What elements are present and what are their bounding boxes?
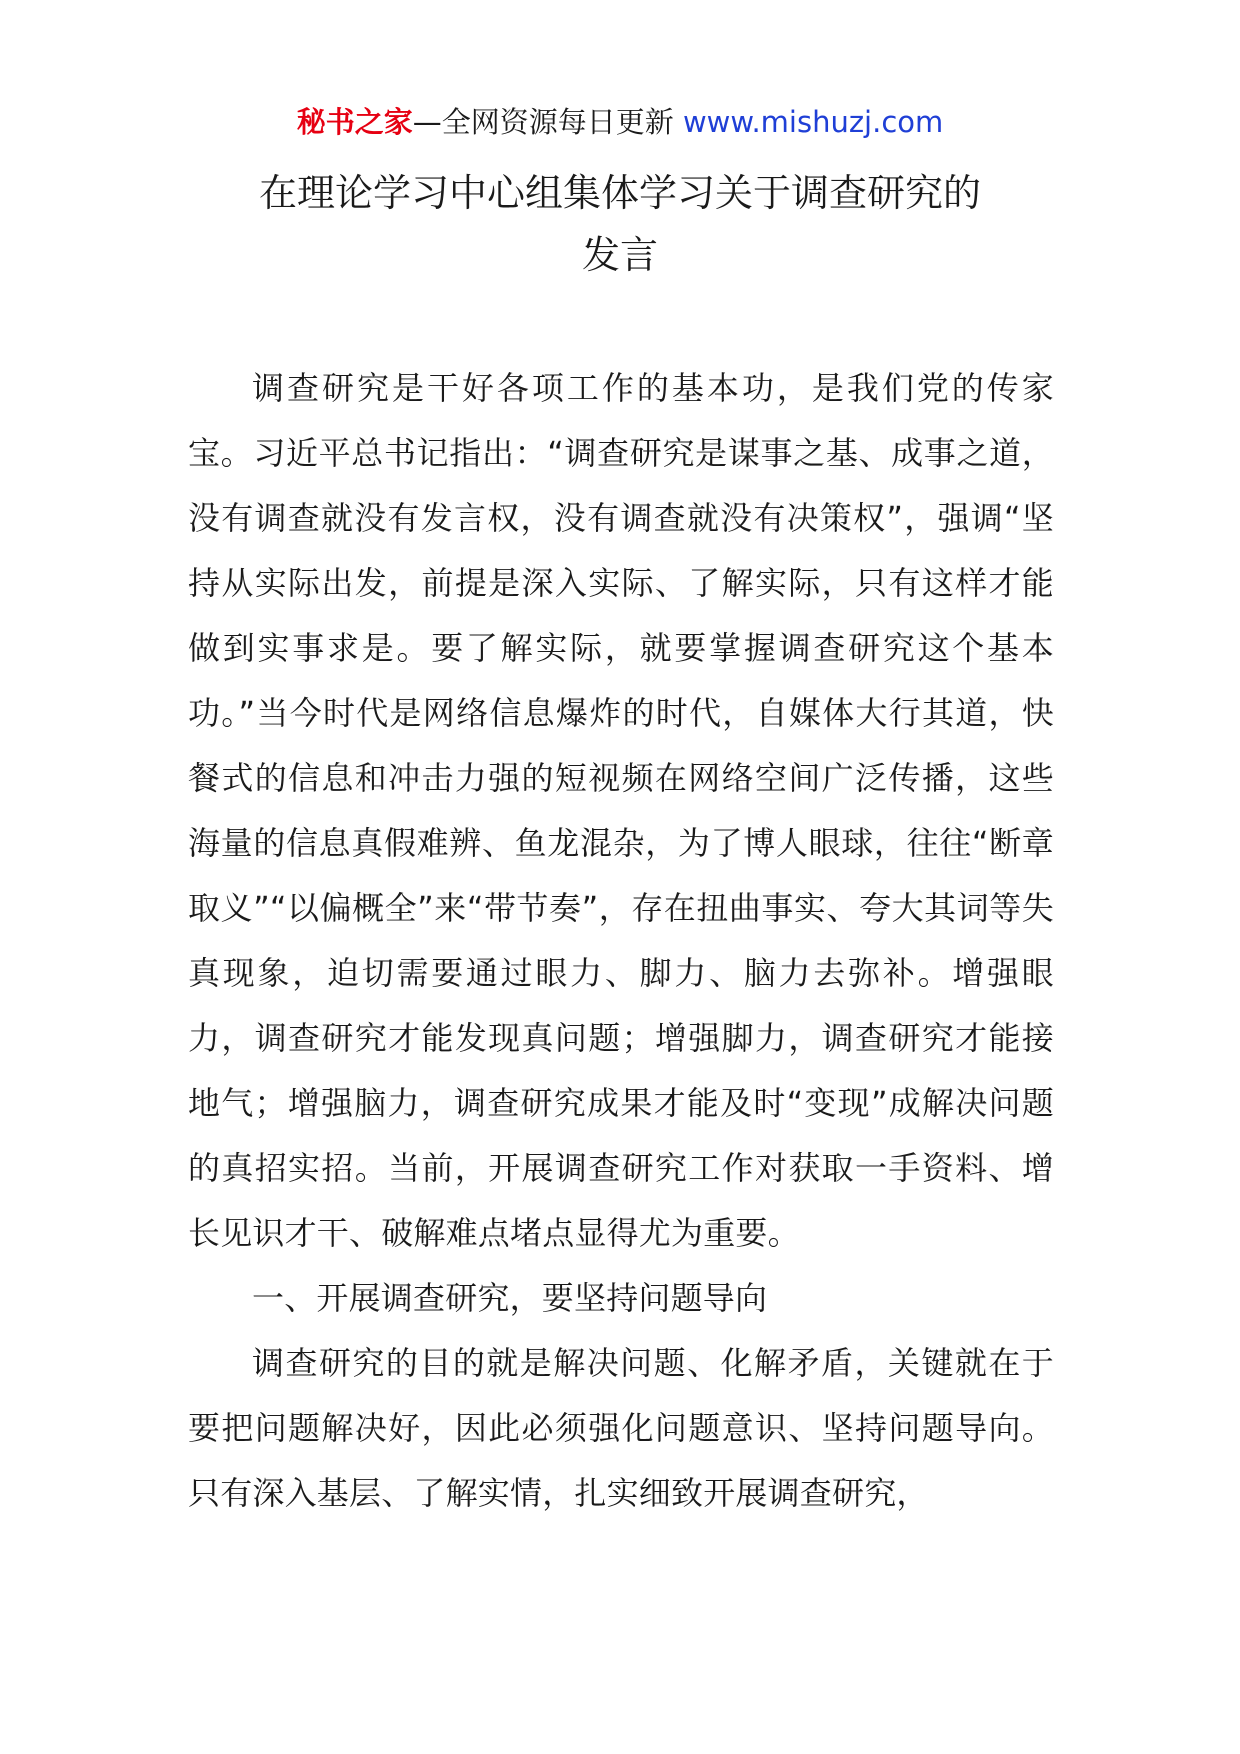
site-header bbox=[0, 100, 1240, 144]
document-body bbox=[188, 356, 1054, 1526]
title-line-1: 在理论学习中心组集体学习关于调查研究的 bbox=[258, 171, 981, 215]
document-title bbox=[0, 162, 1240, 286]
paragraph-section-1: 调查研究的目的就是解决问题、化解矛盾，关键就在于要把问题解决好，因此必须强化问题意识、坚持问题导向。只有深入基层、了解实情，扎实细致开展调查研究， bbox=[188, 1344, 1054, 1512]
header-tagline: —全网资源每日更新 bbox=[412, 105, 674, 139]
section-heading-1: 一、开展调查研究，要坚持问题导向 bbox=[252, 1279, 768, 1317]
brand-name: 秘书之家 bbox=[296, 105, 413, 139]
title-line-2: 发言 bbox=[581, 233, 658, 277]
site-url-link[interactable]: www.mishuzj.com bbox=[682, 105, 944, 139]
paragraph-intro: 调查研究是干好各项工作的基本功，是我们党的传家宝。习近平总书记指出：“调查研究是谋事之基、成事之道，没有调查就没有发言权，没有调查就没有决策权”，强调“坚持从实际出发，前提是深入实际、了解实际，只有这样才能做到实事求是。要了解实际，就要掌握调查研究这个基本功。”当今时代是网络信息爆炸的时代，自媒体大行其道，快餐式的信息和冲击力强的短视频在网络空间广泛传播，这些海量的信息真假难辨、鱼龙混杂，为了博人眼球，往往“断章取义”“以偏概全”来“带节奏”，存在扭曲事实、夸大其词等失真现象，迫切需要通过眼力、脚力、脑力去弥补。增强眼力，调查研究才能发现真问题；增强脚力，调查研究才能接地气；增强脑力，调查研究成果才能及时“变现”成解决问题的真招实招。当前，开展调查研究工作对获取一手资料、增长见识才干、破解难点堵点显得尤为重要。 bbox=[188, 369, 1054, 1252]
